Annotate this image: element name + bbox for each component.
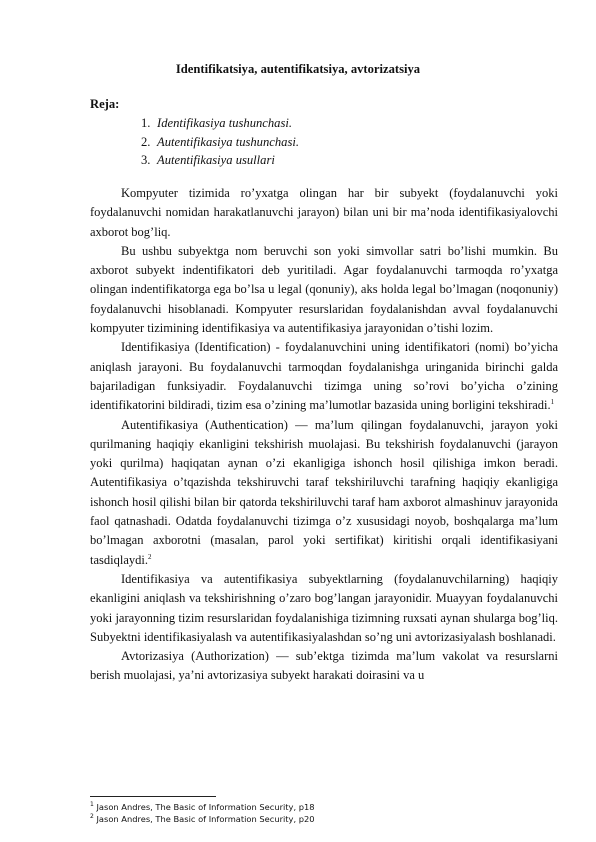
paragraph bbox=[90, 184, 558, 242]
paragraph-text: Kompyuter tizimida ro’yxatga olingan har bir subyekt (foydalanuvchi yoki foydalanuvchi nomidan harakatlanuvchi jarayon) bilan uni bir ma’noda identifikasiyalovchi axborot bog’liq. bbox=[90, 186, 558, 239]
footnote-separator bbox=[90, 796, 216, 797]
footnotes bbox=[90, 801, 558, 825]
plan-item bbox=[141, 114, 299, 133]
paragraph bbox=[90, 338, 558, 415]
plan-item-number: 1. bbox=[141, 116, 151, 130]
plan-item-text: Autentifikasiya usullari bbox=[157, 153, 275, 167]
paragraph-text: Autentifikasiya (Authentication) — ma’lum qilingan foydalanuvchi, jarayon yoki qurilmaning haqiqiy ekanligini tekshirish muolajasi. Bu tekshirish foydalanuvchi (jarayon yoki qurilma) haqiqatan aynan o’zi ekanligiga ishonch hosil qilishiga imkon beradi. Autentifikasiya o’tqazishda tekshiruvchi taraf tekshiriluvchi tarafning haqiqiy ekanligiga ishonch hosil qilishi bilan bir qatorda tekshiriluvchi taraf ham axborot almashinuv jarayonida faol qatnashadi. Odatda foydalanuvchi tizimga o’z xususidagi noyob, boshqalarga ma’lum bo’lmagan axborotni (masalan, parol yoki sertifikat) kiritishi orqali identifikasiyani tasdiqlaydi. bbox=[90, 417, 558, 567]
footnote-text: Jason Andres, The Basic of Information Security, p18 bbox=[93, 802, 315, 812]
footnote-text: Jason Andres, The Basic of Information Security, p20 bbox=[93, 814, 315, 824]
plan-item bbox=[141, 133, 299, 152]
paragraph bbox=[90, 570, 558, 647]
paragraph-text: Bu ushbu subyektga nom beruvchi son yoki simvollar satri bo’lishi mumkin. Bu axborot subyekt indentifikatori deb yuritiladi. Agar foydalanuvchi tarmoqda ro’yxatga olingan indentifikatorga ega bo’lsa u legal (qonuniy), aks holda legal bo’lmagan (noqonuniy) foydalanuvchi hisoblanadi. Kompyuter resurslaridan foydalanishdan avval foydalanuvchi kompyuter tizimining identifikasiya va autentifikasiya jarayonidan o’tishi lozim. bbox=[90, 243, 558, 336]
paragraph bbox=[90, 242, 558, 338]
document-body bbox=[90, 184, 558, 686]
plan-label: Reja: bbox=[90, 97, 120, 111]
plan-item bbox=[141, 151, 299, 170]
footnote-ref[interactable]: 1 bbox=[550, 398, 555, 407]
plan-item-number: 3. bbox=[141, 153, 151, 167]
plan-item-text: Identifikasiya tushunchasi. bbox=[157, 116, 293, 130]
footnote-ref[interactable]: 2 bbox=[147, 552, 152, 561]
footnote bbox=[90, 813, 558, 825]
paragraph bbox=[90, 416, 558, 570]
paragraph bbox=[90, 647, 558, 686]
footnote bbox=[90, 801, 558, 813]
paragraph-text: Avtorizasiya (Authorization) — sub’ektga tizimda ma’lum vakolat va resurslarni berish muolajasi, ya’ni avtorizasiya subyekt harakati doirasini va u bbox=[90, 649, 558, 683]
plan-list bbox=[141, 114, 299, 170]
footnote-number: 2 bbox=[90, 813, 94, 821]
footnote-number: 1 bbox=[90, 801, 94, 809]
plan-item-text: Autentifikasiya tushunchasi. bbox=[157, 134, 300, 149]
paragraph-text: Identifikasiya va autentifikasiya subyektlarning (foydalanuvchilarning) haqiqiy ekanligini aniqlash va tekshirishning o’zaro bog’langan jarayonidir. Muayyan foydalanuvchi yoki jarayonning tizim resurslaridan foydalanishiga tizimning ruxsati aynan shularga bog’liq. Subyektni identifikasiyalash va autentifikasiyalashdan so’ng uni avtorizasiyalash boshlanadi. bbox=[90, 571, 558, 644]
document-title: Identifikatsiya, autentifikatsiya, avtorizatsiya bbox=[175, 62, 421, 76]
paragraph-text: Identifikasiya (Identification) - foydalanuvchini uning identifikatori (nomi) bo’yicha aniqlash jarayoni. Bu foydalanuvchi tarmoqdan foydalanishga uringanida birinchi galda bajariladigan funksiyadir. Foydalanuvchi tizimga uning so’rovi bo’yicha o’zining identifikatorini bildiradi, tizim esa o’zining ma’lumotlar bazasida uning borligini tekshiradi. bbox=[90, 340, 558, 413]
plan-item-number: 2. bbox=[141, 134, 151, 149]
